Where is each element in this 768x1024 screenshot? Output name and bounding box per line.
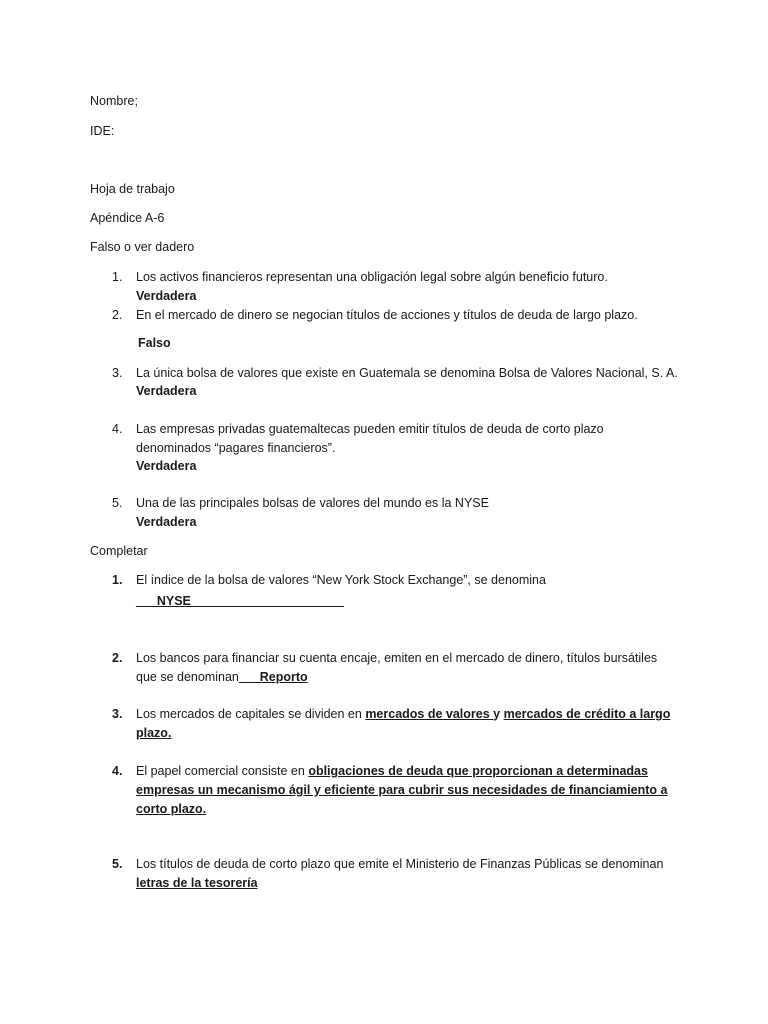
tf-item-answer: Verdadera (136, 459, 197, 473)
complete-item-connector: y (493, 707, 504, 721)
complete-heading: Completar (90, 544, 148, 558)
tf-item-answer: Falso (138, 336, 171, 350)
complete-item-answer: empresas un mecanismo ágil y eficiente para cubrir sus necesidades de financiamiento a (136, 783, 668, 797)
complete-item-number: 1. (112, 573, 123, 587)
tf-item-text: Los activos financieros representan una obligación legal sobre algún beneficio futuro. (136, 270, 608, 284)
ide-label: IDE: (90, 124, 115, 138)
complete-item-answer: corto plazo. (136, 802, 207, 816)
complete-item-answer: mercados de valores (365, 707, 494, 721)
complete-item-text: Los títulos de deuda de corto plazo que emite el Ministerio de Finanzas Públicas se denominan (136, 857, 664, 871)
tf-item-text: La única bolsa de valores que existe en Guatemala se denomina Bolsa de Valores Nacional, S. A. (136, 366, 678, 380)
true-false-heading: Falso o ver dadero (90, 240, 195, 254)
appendix-title: Apéndice A-6 (90, 211, 165, 225)
tf-item-text: En el mercado de dinero se negocian títulos de acciones y títulos de deuda de largo plazo. (136, 308, 638, 322)
complete-item-text: que se denominan (136, 670, 239, 684)
complete-item-answer: mercados de crédito a largo (503, 707, 671, 721)
complete-item-number: 5. (112, 857, 123, 871)
tf-item-number: 1. (112, 270, 123, 284)
tf-item-text: Las empresas privadas guatemaltecas pueden emitir títulos de deuda de corto plazo (136, 422, 604, 436)
complete-item-text: El papel comercial consiste en (136, 764, 309, 778)
complete-item-answer: letras de la tesorería (136, 876, 258, 890)
complete-item-number: 4. (112, 764, 123, 778)
complete-item-answer: ___NYSE______________________ (136, 594, 344, 608)
tf-item-number: 5. (112, 496, 123, 510)
complete-item-answer: ___Reporto (238, 670, 308, 684)
complete-item-text-row (136, 705, 670, 723)
complete-item-answer: plazo. (136, 726, 172, 740)
complete-item-answer: obligaciones de deuda que proporcionan a determinadas (308, 764, 648, 778)
complete-item-text: Los bancos para financiar su cuenta encaje, emiten en el mercado de dinero, títulos bursátiles (136, 651, 658, 665)
complete-item-text-row (136, 762, 648, 780)
tf-item-text: Una de las principales bolsas de valores del mundo es la NYSE (136, 496, 489, 510)
tf-item-answer: Verdadera (136, 515, 197, 529)
tf-item-number: 3. (112, 366, 123, 380)
complete-item-text: Los mercados de capitales se dividen en (136, 707, 366, 721)
tf-item-answer: Verdadera (136, 289, 197, 303)
worksheet-title: Hoja de trabajo (90, 182, 175, 196)
complete-item-number: 2. (112, 651, 123, 665)
tf-item-number: 4. (112, 422, 123, 436)
tf-item-number: 2. (112, 308, 123, 322)
tf-item-answer: Verdadera (136, 384, 197, 398)
nombre-label: Nombre; (90, 94, 138, 108)
complete-item-text: El índice de la bolsa de valores “New York Stock Exchange”, se denomina (136, 573, 546, 587)
complete-item-number: 3. (112, 707, 123, 721)
complete-item-text-row (136, 668, 308, 686)
tf-item-text: denominados “pagares financieros”. (136, 441, 336, 455)
